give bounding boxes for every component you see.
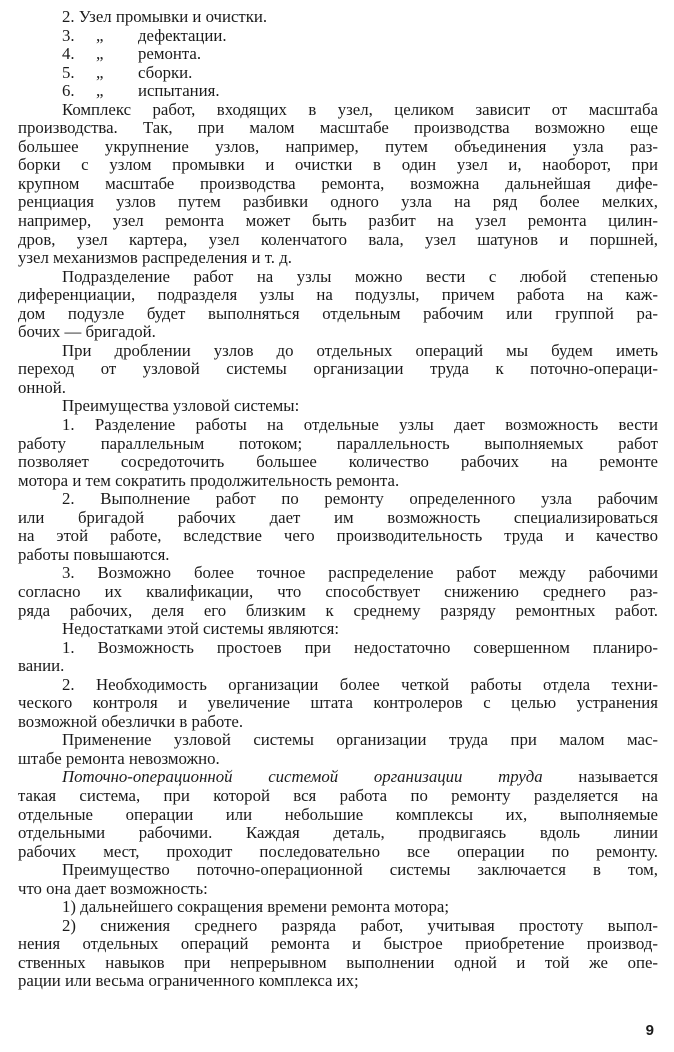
text-line: ряда рабочих, деля его близким к среднему разряду ремонтных работ. (18, 600, 658, 620)
text-line: Преимущества узловой системы: (62, 396, 300, 416)
text-line: или бригадой рабочих дает им возможность специализироваться (18, 507, 658, 527)
text-line: рабочих мест, проходит последовательно все операции по ремонту. (18, 841, 658, 861)
list-heading-items (18, 8, 658, 101)
text-line: работы повышаются. (18, 544, 170, 564)
text-line: Преимущество поточно-операционной системы заключается в том, (62, 860, 658, 880)
text-line: Комплекс работ, входящих в узел, целиком зависит от масштаба (62, 99, 658, 119)
text-line: рации или весьма ограниченного комплекса их; (18, 971, 359, 991)
text-line: отдельными рабочими. Каждая деталь, продвигаясь вдоль линии (18, 823, 658, 843)
text-line: дом подузле будет выполняться отдельным рабочим или группой ра- (18, 303, 658, 323)
paragraph (18, 861, 658, 898)
text-line: Поточно-операционной системой организации труда называется (62, 767, 658, 787)
text-line: позволяет сосредоточить большее количество рабочих на ремонте (18, 452, 658, 472)
text-line: ческого контроля и увеличение штата контролеров с целью устранения (18, 693, 658, 713)
paragraph (18, 342, 658, 398)
text-line: переход от узловой системы организации труда к поточно-операци- (18, 359, 658, 379)
text-line: 3. Возможно более точное распределение работ между рабочими (62, 563, 658, 583)
text-line: борки с узлом промывки и очистки в один узел и, наоборот, при (18, 155, 658, 175)
text-line: производства. Так, при малом масштабе производства возможно еще (18, 118, 658, 138)
text-line: штабе ремонта невозможно. (18, 748, 220, 768)
text-line: При дроблении узлов до отдельных операций мы будем иметь (62, 340, 658, 360)
text-line: нения отдельных операций ремонта и быстрое приобретение производ- (18, 934, 658, 954)
text-line: Применение узловой системы организации труда при малом мас- (62, 730, 658, 750)
text-line: диференциации, подразделя узлы на подузлы, причем работа на каж- (18, 285, 658, 305)
text-line: ренциация узлов путем разбивки одного узла на ряд более мелких, (18, 192, 658, 212)
text-line: вании. (18, 656, 65, 676)
list-item: 4. „ ремонта. (62, 44, 202, 64)
text-line: дров, узел картера, узел коленчатого вала, узел шатунов и поршней, (18, 229, 658, 249)
text-line: Недостатками этой системы являются: (62, 619, 339, 639)
paragraph (18, 917, 658, 991)
defined-term: Поточно-операционной системой организации труда (62, 767, 543, 787)
list-item: 5. „ сборки. (62, 62, 193, 82)
paragraph (18, 397, 658, 416)
text-line: мотора и тем сократить продолжительность ремонта. (18, 470, 400, 490)
text-line: отдельные операции или небольшие комплексы их, выполняемые (18, 804, 658, 824)
text-line: 2) снижения среднего разряда работ, учитывая простоту выпол- (62, 915, 658, 935)
paragraph (18, 490, 658, 564)
paragraph (18, 768, 658, 861)
page-number: 9 (645, 1022, 654, 1039)
paragraph (18, 268, 658, 342)
list-item: 3. „ дефектации. (62, 25, 227, 45)
paragraph (18, 676, 658, 732)
text-line: большее укрупнение узлов, например, путем объединения узла раз- (18, 136, 658, 156)
list-item: 2. Узел промывки и очистки. (62, 7, 268, 26)
text-line: 1) дальнейшего сокращения времени ремонта мотора; (62, 897, 450, 917)
paragraph (18, 564, 658, 620)
text-line: возможной обезлички в работе. (18, 711, 244, 731)
document-body (18, 8, 658, 991)
text-line: Подразделение работ на узлы можно вести с любой степенью (62, 266, 658, 286)
text-line: узел механизмов распределения и т. д. (18, 248, 292, 268)
text-line: ственных навыков при непрерывном выполнении одной и той же опе- (18, 952, 658, 972)
text-line: бочих — бригадой. (18, 322, 156, 342)
text-line: например, узел ремонта может быть разбит на узел ремонта цилин- (18, 211, 658, 231)
text-line: крупном масштабе производства ремонта, возможна дальнейшая дифе- (18, 173, 658, 193)
paragraph (18, 620, 658, 639)
paragraph (18, 898, 658, 917)
paragraph (18, 101, 658, 268)
paragraph (18, 731, 658, 768)
text-line: 1. Разделение работы на отдельные узлы дает возможность вести (62, 415, 658, 435)
text-line: на этой работе, вследствие чего производительность труда и качество (18, 526, 658, 546)
paragraph (18, 639, 658, 676)
text-line: онной. (18, 377, 66, 397)
text-line: 2. Выполнение работ по ремонту определенного узла рабочим (62, 489, 658, 509)
paragraph (18, 416, 658, 490)
text-line: такая система, при которой вся работа по ремонту разделяется на (18, 785, 658, 805)
text-line: 2. Необходимость организации более четкой работы отдела техни- (62, 674, 658, 694)
text-line: что она дает возможность: (18, 878, 208, 898)
text-line: 1. Возможность простоев при недостаточно совершенном планиро- (62, 637, 658, 657)
text-line: работу параллельным потоком; параллельность выполняемых работ (18, 433, 658, 453)
text-line: согласно их квалификации, что способствует снижению среднего раз- (18, 581, 658, 601)
list-item: 6. „ испытания. (62, 81, 220, 101)
